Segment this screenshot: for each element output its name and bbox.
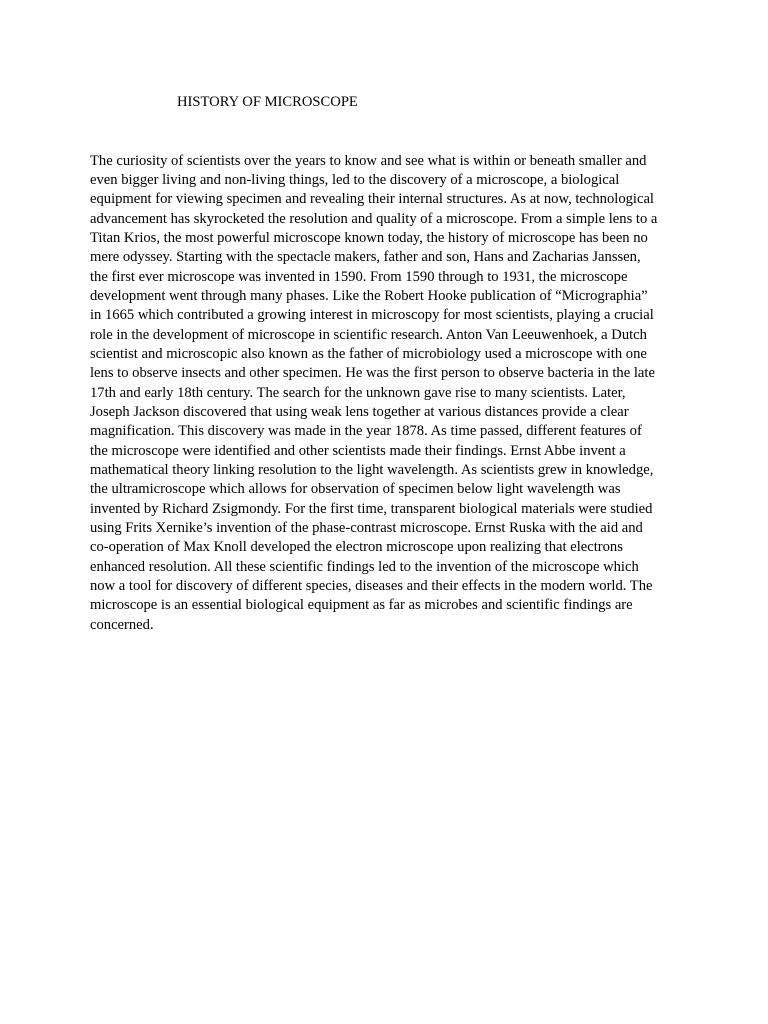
- body-line: magnification. This discovery was made in the year 1878. As time passed, different features of: [90, 423, 642, 440]
- body-line: the microscope were identified and other scientists made their findings. Ernst Abbe invent a: [90, 442, 626, 459]
- body-line: equipment for viewing specimen and revealing their internal structures. As at now, technological: [90, 191, 654, 208]
- body-line: lens to observe insects and other specimen. He was the first person to observe bacteria in the late: [90, 365, 655, 382]
- body-line: invented by Richard Zsigmondy. For the first time, transparent biological materials were studied: [90, 500, 653, 517]
- body-line: Titan Krios, the most powerful microscope known today, the history of microscope has been no: [90, 229, 648, 246]
- body-line: microscope is an essential biological equipment as far as microbes and scientific findings are: [90, 597, 633, 614]
- body-line: co-operation of Max Knoll developed the electron microscope upon realizing that electrons: [90, 539, 623, 556]
- body-line: advancement has skyrocketed the resolution and quality of a microscope. From a simple lens to a: [90, 210, 658, 227]
- body-line: the ultramicroscope which allows for observation of specimen below light wavelength was: [90, 481, 621, 498]
- body-line: mere odyssey. Starting with the spectacle makers, father and son, Hans and Zacharias Janssen,: [90, 249, 641, 266]
- body-line: scientist and microscopic also known as the father of microbiology used a microscope with one: [90, 345, 647, 362]
- body-line: in 1665 which contributed a growing interest in microscopy for most scientists, playing a crucial: [90, 307, 654, 324]
- body-line: enhanced resolution. All these scientific findings led to the invention of the microscope which: [90, 558, 639, 575]
- body-line: 17th and early 18th century. The search for the unknown gave rise to many scientists. Later,: [90, 384, 626, 401]
- body-line: development went through many phases. Like the Robert Hooke publication of “Micrographia”: [90, 287, 648, 304]
- body-line: using Frits Xernike’s invention of the phase-contrast microscope. Ernst Ruska with the aid and: [90, 520, 643, 537]
- body-line: the first ever microscope was invented in 1590. From 1590 through to 1931, the microscope: [90, 268, 628, 285]
- body-line: mathematical theory linking resolution to the light wavelength. As scientists grew in knowledge,: [90, 462, 654, 478]
- body-line: even bigger living and non-living things, led to the discovery of a microscope, a biological: [90, 171, 620, 188]
- body-line: concerned.: [90, 616, 154, 633]
- body-paragraph: [90, 152, 690, 636]
- document-title: HISTORY OF MICROSCOPE: [177, 94, 358, 110]
- body-line: The curiosity of scientists over the years to know and see what is within or beneath smaller and: [90, 152, 647, 169]
- body-line: now a tool for discovery of different species, diseases and their effects in the modern world. The: [90, 578, 653, 595]
- body-line: role in the development of microscope in scientific research. Anton Van Leeuwenhoek, a Dutch: [90, 326, 647, 343]
- body-line: Joseph Jackson discovered that using weak lens together at various distances provide a clear: [90, 403, 629, 420]
